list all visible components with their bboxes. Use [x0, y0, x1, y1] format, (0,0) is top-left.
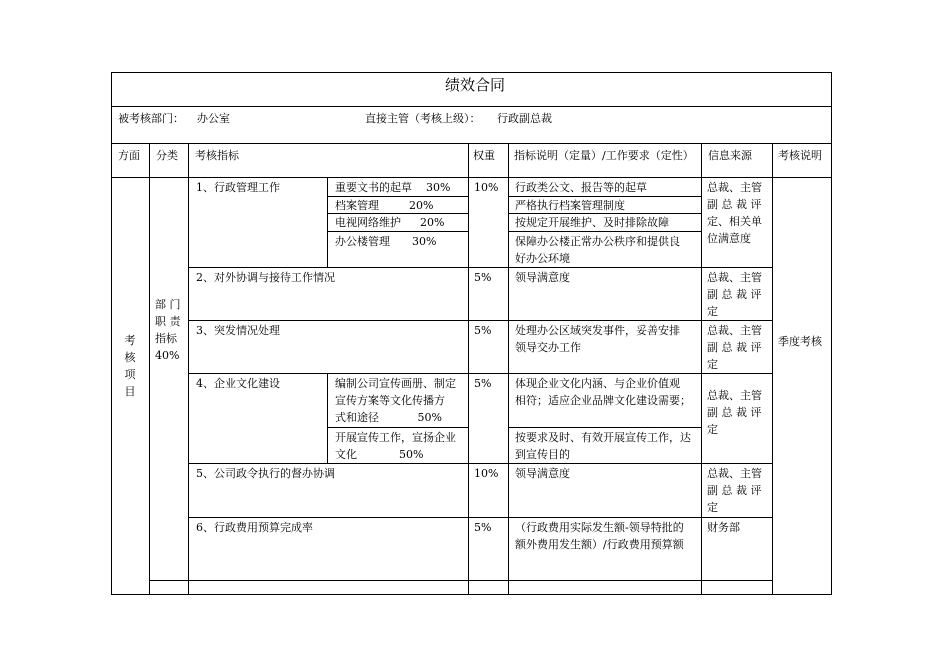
source-line: 定	[707, 305, 718, 318]
category-line: 指标	[155, 332, 177, 345]
category-line: 部 门	[155, 298, 181, 311]
sub-indicator-line: 文化 50%	[335, 448, 424, 461]
row-divider	[149, 580, 773, 581]
source-text	[707, 387, 762, 438]
row-divider	[188, 267, 773, 268]
column-divider	[772, 143, 773, 595]
source-line: 副 总 裁 评	[707, 341, 762, 354]
aspect-line: 目	[124, 385, 136, 398]
indicator-name: 3、突发情况处理	[196, 324, 280, 337]
header-aspect: 方面	[118, 149, 140, 162]
source-text	[707, 179, 762, 247]
source-text	[707, 322, 762, 373]
source-line: 定	[707, 358, 718, 371]
row-divider	[188, 463, 773, 464]
header-description: 指标说明（定量）/工作要求（定性）	[514, 149, 694, 162]
indicator-name: 2、对外协调与接待工作情况	[196, 271, 335, 284]
table-border-right	[831, 72, 832, 595]
weight-value: 5%	[474, 271, 492, 284]
column-divider	[468, 143, 469, 595]
description-line: 到宣传目的	[515, 448, 570, 461]
department-value: 办公室	[197, 112, 230, 125]
column-divider	[701, 143, 702, 595]
info-row-divider	[111, 143, 832, 144]
source-line: 副 总 裁 评	[707, 484, 762, 497]
weight-value: 10%	[474, 181, 499, 194]
sub-indicator-text	[335, 429, 456, 463]
description-text: 按规定开展维护、及时排除故障	[515, 216, 669, 229]
indicator-name: 6、行政费用预算完成率	[196, 521, 313, 534]
weight-value: 5%	[474, 324, 492, 337]
description-text: 行政类公文、报告等的起草	[515, 181, 647, 194]
row-divider	[327, 231, 468, 232]
description-line: 好办公环境	[515, 252, 570, 265]
source-line: 总裁、主管	[707, 271, 762, 284]
sub-indicator-text	[335, 375, 456, 426]
row-divider	[188, 517, 773, 518]
column-divider	[508, 143, 509, 595]
row-divider	[188, 320, 773, 321]
category-line: 40%	[155, 349, 180, 362]
source-text: 财务部	[707, 521, 740, 534]
title-row-divider	[111, 106, 832, 107]
description-line: （行政费用实际发生额-领导特批的	[515, 521, 684, 534]
aspect-text	[111, 332, 149, 400]
sub-indicator-pct: 20%	[420, 216, 445, 229]
sub-indicator-pct: 20%	[409, 199, 434, 212]
indicator-name: 5、公司政令执行的督办协调	[196, 467, 335, 480]
table-border-top	[111, 72, 832, 73]
sub-indicator-pct: 30%	[412, 235, 437, 248]
column-divider	[327, 373, 328, 464]
sub-indicator-pct: 30%	[426, 181, 451, 194]
sub-indicator-name: 档案管理	[335, 199, 379, 212]
description-text	[515, 375, 691, 409]
description-line: 相符；适应企业品牌文化建设需要；	[515, 394, 691, 407]
table-border-bottom	[111, 594, 832, 595]
weight-value: 5%	[474, 521, 492, 534]
weight-value: 5%	[474, 377, 492, 390]
description-text	[515, 233, 680, 267]
description-text	[515, 322, 680, 356]
sub-indicator-name: 办公楼管理	[335, 235, 390, 248]
aspect-line: 项	[124, 368, 136, 381]
document-title: 绩效合同	[444, 76, 505, 94]
indicator-name: 1、行政管理工作	[196, 181, 280, 194]
category-line: 职 责	[155, 315, 181, 328]
category-text	[155, 296, 181, 364]
weight-value: 10%	[474, 467, 499, 480]
column-divider	[188, 143, 189, 595]
header-note: 考核说明	[778, 149, 822, 162]
source-line: 定	[707, 423, 718, 436]
aspect-line: 核	[124, 351, 136, 364]
source-line: 定、相关单	[707, 215, 762, 228]
description-text: 严格执行档案管理制度	[515, 199, 625, 212]
source-line: 副 总 裁 评	[707, 198, 762, 211]
column-divider	[149, 143, 150, 595]
aspect-line: 考	[124, 334, 136, 347]
description-line: 按要求及时、有效开展宣传工作，达	[515, 431, 691, 444]
sub-indicator-name: 重要文书的起草	[335, 181, 412, 194]
column-divider	[327, 177, 328, 268]
header-category: 分类	[156, 149, 178, 162]
description-text	[515, 429, 691, 463]
sub-indicator-line: 开展宣传工作，宣扬企业	[335, 431, 456, 444]
source-line: 定	[707, 501, 718, 514]
header-weight: 权重	[473, 149, 495, 162]
description-text: 领导满意度	[515, 271, 570, 284]
description-line: 保障办公楼正常办公秩序和提供良	[515, 235, 680, 248]
source-text	[707, 269, 762, 320]
sub-indicator-name: 电视网络维护	[335, 216, 401, 229]
row-divider	[188, 373, 773, 374]
source-line: 副 总 裁 评	[707, 406, 762, 419]
description-line: 处理办公区域突发事件，妥善安排	[515, 324, 680, 337]
row-divider	[508, 427, 701, 428]
sub-indicator-line: 宣传方案等文化传播方	[335, 394, 445, 407]
description-line: 额外费用发生额）/行政费用预算额	[515, 538, 684, 551]
header-indicator: 考核指标	[195, 149, 239, 162]
row-divider	[508, 231, 701, 232]
description-line: 领导交办工作	[515, 341, 581, 354]
description-line: 体现企业文化内涵、与企业价值观	[515, 377, 680, 390]
source-line: 总裁、主管	[707, 181, 762, 194]
supervisor-label: 直接主管（考核上级）：	[365, 112, 481, 125]
header-source: 信息来源	[708, 149, 752, 162]
source-line: 位满意度	[707, 232, 751, 245]
header-row-divider	[111, 177, 832, 178]
source-line: 总裁、主管	[707, 389, 762, 402]
indicator-name: 4、企业文化建设	[196, 377, 280, 390]
description-text: 领导满意度	[515, 467, 570, 480]
sub-indicator-line: 式和途径 50%	[335, 411, 442, 424]
supervisor-value: 行政副总裁	[497, 112, 552, 125]
department-label: 被考核部门：	[118, 112, 184, 125]
note-value: 季度考核	[778, 335, 822, 348]
source-line: 总裁、主管	[707, 467, 762, 480]
source-line: 副 总 裁 评	[707, 288, 762, 301]
row-divider	[327, 427, 468, 428]
source-text	[707, 465, 762, 516]
description-text	[515, 519, 684, 553]
source-line: 总裁、主管	[707, 324, 762, 337]
sub-indicator-line: 编制公司宣传画册、制定	[335, 377, 456, 390]
